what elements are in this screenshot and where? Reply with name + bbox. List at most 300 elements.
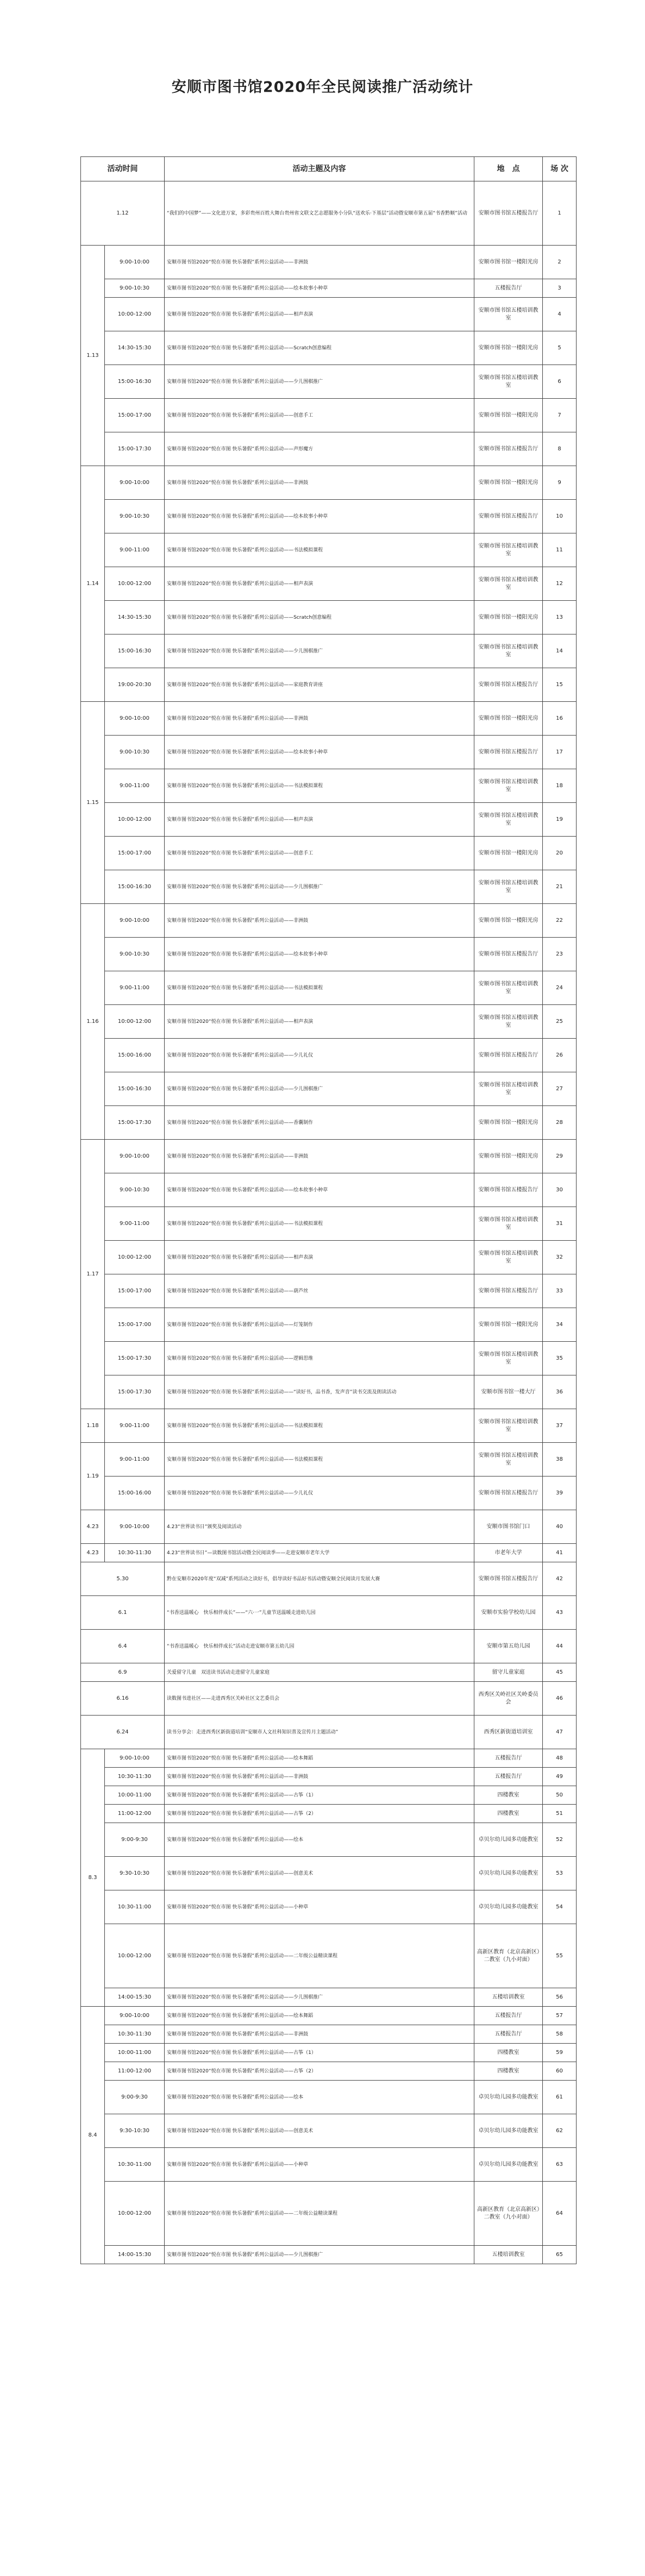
activity-topic-cell: 安顺市图书馆2020“悦在市图 快乐暑假”系列公益活动——绘本故事小种草 [165, 279, 474, 298]
activity-date-cell: 8.3 [81, 1749, 105, 2007]
activity-number-cell: 37 [543, 1409, 577, 1443]
activity-date-cell: 1.12 [81, 181, 165, 246]
activity-number-cell: 27 [543, 1072, 577, 1106]
activity-topic-cell: 安顺市图书馆2020“悦在市图 快乐暑假”系列公益活动——书法模拟课程 [165, 769, 474, 803]
activity-place-cell: 安顺市图书馆五楼报告厅 [474, 432, 543, 466]
activity-topic-cell: 安顺市图书馆2020“悦在市图 快乐暑假”系列公益活动——绘本故事小种草 [165, 500, 474, 533]
table-row [81, 1510, 577, 1544]
activity-place-cell: 安顺市图书馆一楼阳光房 [474, 837, 543, 870]
activity-topic-cell: 安顺市图书馆2020“悦在市图 快乐暑假”系列公益活动——非洲鼓 [165, 2025, 474, 2044]
activity-place-cell: 西秀区新街道培训室 [474, 1716, 543, 1749]
activity-number-cell: 49 [543, 1768, 577, 1786]
activity-number-cell: 24 [543, 971, 577, 1005]
activity-number-cell: 15 [543, 668, 577, 702]
activity-number-cell: 36 [543, 1375, 577, 1409]
activity-place-cell: 市老年大学 [474, 1544, 543, 1562]
activity-topic-cell: 4.23“世界读书日”—读数图书馆活动暨全民阅读季——走进安顺市老年大学 [165, 1544, 474, 1562]
table-row [81, 904, 577, 938]
activity-place-cell: 安顺市图书馆一楼阳光房 [474, 904, 543, 938]
activity-topic-cell: 安顺市图书馆2020“悦在市图 快乐暑假”系列公益活动——非洲鼓 [165, 466, 474, 500]
activity-place-cell: 安顺市图书馆一楼阳光房 [474, 399, 543, 432]
activity-time-cell: 10:30-11:30 [105, 1768, 165, 1786]
activity-time-cell: 9:00-11:00 [105, 1207, 165, 1241]
activity-number-cell: 3 [543, 279, 577, 298]
table-row [81, 1106, 577, 1140]
activity-time-cell: 9:00-9:30 [105, 1823, 165, 1857]
activity-place-cell: 安顺市图书馆五楼报告厅 [474, 736, 543, 769]
activity-place-cell: 安顺市图书馆五楼培训教室 [474, 1005, 543, 1039]
activity-time-cell: 11:00-12:00 [105, 2062, 165, 2081]
table-row [81, 1857, 577, 1890]
activity-place-cell: 安顺市图书馆五楼培训教室 [474, 1409, 543, 1443]
table-row [81, 971, 577, 1005]
activity-topic-cell: 安顺市图书馆2020“悦在市图 快乐暑假”系列公益活动——创意手工 [165, 837, 474, 870]
table-row [81, 279, 577, 298]
activity-place-cell: 安顺市图书馆一楼大厅 [474, 1375, 543, 1409]
activity-topic-cell: 安顺市图书馆2020“悦在市图 快乐暑假”系列公益活动——绘本 [165, 1823, 474, 1857]
activity-topic-cell: 安顺市图书馆2020“悦在市图 快乐暑假”系列公益活动——书法模拟课程 [165, 1207, 474, 1241]
table-row [81, 1890, 577, 1924]
activity-date-cell: 5.30 [81, 1562, 165, 1596]
activity-number-cell: 57 [543, 2007, 577, 2025]
table-row [81, 1005, 577, 1039]
activity-topic-cell: 安顺市图书馆2020“悦在市图 快乐暑假”系列公益活动——创意美术 [165, 2114, 474, 2148]
activity-time-cell: 9:00-10:30 [105, 279, 165, 298]
activity-number-cell: 39 [543, 1477, 577, 1510]
activity-topic-cell: 安顺市图书馆2020“悦在市图 快乐暑假”系列公益活动——少儿围棋推广 [165, 634, 474, 668]
activity-place-cell: 卓贝尔幼儿园多功能教室 [474, 2114, 543, 2148]
activity-number-cell: 25 [543, 1005, 577, 1039]
activity-date-cell: 1.18 [81, 1409, 105, 1443]
activity-date-cell: 4.23 [81, 1510, 105, 1544]
activity-number-cell: 55 [543, 1924, 577, 1988]
activity-time-cell: 9:00-11:00 [105, 1409, 165, 1443]
activity-topic-cell: 安顺市图书馆2020“悦在市图 快乐暑假”系列公益活动——绘本 [165, 2081, 474, 2114]
activity-number-cell: 8 [543, 432, 577, 466]
table-row [81, 2114, 577, 2148]
activity-place-cell: 安顺市图书馆五楼培训教室 [474, 769, 543, 803]
activity-number-cell: 44 [543, 1630, 577, 1663]
activity-place-cell: 安顺市图书馆门口 [474, 1510, 543, 1544]
table-row [81, 1786, 577, 1805]
activity-place-cell: 安顺市图书馆五楼报告厅 [474, 1274, 543, 1308]
activity-topic-cell: 安顺市图书馆2020“悦在市图 快乐暑假”系列公益活动——家庭教育讲座 [165, 668, 474, 702]
activity-number-cell: 10 [543, 500, 577, 533]
activity-number-cell: 12 [543, 567, 577, 601]
activity-time-cell: 9:30-10:30 [105, 1857, 165, 1890]
activity-time-cell: 10:00-12:00 [105, 1924, 165, 1988]
activity-time-cell: 9:00-10:00 [105, 1749, 165, 1768]
table-row [81, 2081, 577, 2114]
activity-place-cell: 安顺市图书馆五楼培训教室 [474, 1072, 543, 1106]
activity-time-cell: 9:00-10:00 [105, 246, 165, 279]
table-row [81, 500, 577, 533]
activity-place-cell: 安顺市图书馆五楼报告厅 [474, 1173, 543, 1207]
activity-place-cell: 高新区教育（北京高新区）二教室（九小对面） [474, 1924, 543, 1988]
table-row [81, 1924, 577, 1988]
activity-number-cell: 45 [543, 1663, 577, 1682]
table-row [81, 2182, 577, 2246]
activity-topic-cell: 安顺市图书馆2020“悦在市图 快乐暑假”系列公益活动——相声表演 [165, 1005, 474, 1039]
table-row [81, 1039, 577, 1072]
activity-time-cell: 9:00-11:00 [105, 971, 165, 1005]
activity-number-cell: 43 [543, 1596, 577, 1630]
activity-place-cell: 安顺市第五幼儿园 [474, 1630, 543, 1663]
table-row [81, 432, 577, 466]
table-row [81, 668, 577, 702]
table-row [81, 1596, 577, 1630]
activity-time-cell: 15:00-17:30 [105, 1106, 165, 1140]
activity-number-cell: 52 [543, 1823, 577, 1857]
activity-place-cell: 五楼报告厅 [474, 279, 543, 298]
activity-topic-cell: “书香送温暖心 快乐相伴成长”活动走进安顺市第五幼儿园 [165, 1630, 474, 1663]
activity-number-cell: 40 [543, 1510, 577, 1544]
activity-topic-cell: 安顺市图书馆2020“悦在市图 快乐暑假”系列公益活动——少儿围棋推广 [165, 1988, 474, 2007]
activity-place-cell: 五楼报告厅 [474, 1768, 543, 1786]
activity-place-cell: 安顺市图书馆五楼培训教室 [474, 533, 543, 567]
activity-number-cell: 62 [543, 2114, 577, 2148]
activity-topic-cell: “我们的中国梦”——文化进万家，多彩贵州百姓大舞台贵州省文联文艺志愿服务小分队“送欢乐·下基层”活动暨安顺市第五届“书香黔顺”活动 [165, 181, 474, 246]
activity-date-cell: 1.17 [81, 1140, 105, 1409]
activity-place-cell: 安顺市图书馆一楼阳光房 [474, 466, 543, 500]
activity-number-cell: 7 [543, 399, 577, 432]
activity-place-cell: 安顺市实验学校幼儿园 [474, 1596, 543, 1630]
activity-number-cell: 60 [543, 2062, 577, 2081]
header-place: 地 点 [474, 157, 543, 181]
table-row [81, 938, 577, 971]
table-row [81, 181, 577, 246]
activity-date-cell: 6.9 [81, 1663, 165, 1682]
activity-number-cell: 19 [543, 803, 577, 837]
activity-place-cell: 安顺市图书馆一楼阳光房 [474, 702, 543, 736]
activity-time-cell: 10:00-12:00 [105, 567, 165, 601]
activity-place-cell: 安顺市图书馆五楼报告厅 [474, 668, 543, 702]
activity-place-cell: 安顺市图书馆五楼培训教室 [474, 971, 543, 1005]
activity-time-cell: 15:00-17:30 [105, 1342, 165, 1375]
activity-number-cell: 51 [543, 1805, 577, 1823]
activity-topic-cell: 安顺市图书馆2020“悦在市图 快乐暑假”系列公益活动——二年级公益精读课程 [165, 1924, 474, 1988]
table-row [81, 1749, 577, 1768]
activity-place-cell: 安顺市图书馆五楼报告厅 [474, 1562, 543, 1596]
table-row [81, 1342, 577, 1375]
activity-place-cell: 安顺市图书馆五楼培训教室 [474, 365, 543, 399]
header-num: 场 次 [543, 157, 577, 181]
activity-time-cell: 14:00-15:30 [105, 2246, 165, 2264]
activity-time-cell: 9:00-10:00 [105, 2007, 165, 2025]
table-row [81, 533, 577, 567]
activity-time-cell: 10:00-11:00 [105, 1786, 165, 1805]
activity-time-cell: 15:00-17:00 [105, 399, 165, 432]
activity-time-cell: 10:30-11:30 [105, 1544, 165, 1562]
activity-topic-cell: 安顺市图书馆2020“悦在市图 快乐暑假”系列公益活动——非洲鼓 [165, 246, 474, 279]
table-row [81, 246, 577, 279]
table-row [81, 1544, 577, 1562]
activity-topic-cell: 安顺市图书馆2020“悦在市图 快乐暑假”系列公益活动——小种草 [165, 1890, 474, 1924]
activity-time-cell: 14:00-15:30 [105, 1988, 165, 2007]
table-row [81, 702, 577, 736]
activity-topic-cell: 关爱留守儿童 双送读书活动走进留守儿童家庭 [165, 1663, 474, 1682]
activity-topic-cell: 安顺市图书馆2020“悦在市图 快乐暑假”系列公益活动——声形魔方 [165, 432, 474, 466]
activity-time-cell: 15:00-16:00 [105, 1039, 165, 1072]
table-body [81, 181, 577, 2264]
activity-time-cell: 9:00-10:30 [105, 736, 165, 769]
header-topic: 活动主题及内容 [165, 157, 474, 181]
table-row [81, 2025, 577, 2044]
activity-topic-cell: 读书分享会：走进西秀区新街道培训“安顺市人文社科知识普及宣传月主题活动” [165, 1716, 474, 1749]
activity-number-cell: 58 [543, 2025, 577, 2044]
activity-time-cell: 15:00-16:30 [105, 1072, 165, 1106]
table-row [81, 870, 577, 904]
table-row [81, 1140, 577, 1173]
activity-number-cell: 64 [543, 2182, 577, 2246]
activity-topic-cell: 安顺市图书馆2020“悦在市图 快乐暑假”系列公益活动——书法模拟课程 [165, 533, 474, 567]
activity-place-cell: 安顺市图书馆五楼培训教室 [474, 803, 543, 837]
activity-number-cell: 2 [543, 246, 577, 279]
activity-place-cell: 卓贝尔幼儿园多功能教室 [474, 2081, 543, 2114]
activity-place-cell: 安顺市图书馆五楼报告厅 [474, 1477, 543, 1510]
activity-number-cell: 1 [543, 181, 577, 246]
activity-time-cell: 9:00-10:30 [105, 500, 165, 533]
activity-topic-cell: 安顺市图书馆2020“悦在市图 快乐暑假”系列公益活动——书法模拟课程 [165, 1409, 474, 1443]
activity-place-cell: 安顺市图书馆五楼报告厅 [474, 938, 543, 971]
activity-time-cell: 15:00-16:30 [105, 365, 165, 399]
activity-number-cell: 47 [543, 1716, 577, 1749]
table-row [81, 2246, 577, 2264]
activity-time-cell: 15:00-17:30 [105, 1375, 165, 1409]
activity-date-cell: 1.13 [81, 246, 105, 466]
activity-number-cell: 16 [543, 702, 577, 736]
activity-number-cell: 65 [543, 2246, 577, 2264]
activity-number-cell: 26 [543, 1039, 577, 1072]
activity-time-cell: 14:30-15:30 [105, 331, 165, 365]
activity-time-cell: 10:00-12:00 [105, 803, 165, 837]
activity-time-cell: 9:30-10:30 [105, 2114, 165, 2148]
activity-place-cell: 安顺市图书馆五楼培训教室 [474, 1443, 543, 1477]
activity-time-cell: 10:30-11:00 [105, 2148, 165, 2182]
activity-place-cell: 安顺市图书馆五楼培训教室 [474, 567, 543, 601]
table-row [81, 769, 577, 803]
activity-topic-cell: 安顺市图书馆2020“悦在市图 快乐暑假”系列公益活动——古筝（1） [165, 1786, 474, 1805]
activity-place-cell: 四楼教室 [474, 2044, 543, 2062]
table-row [81, 803, 577, 837]
activity-time-cell: 9:00-11:00 [105, 769, 165, 803]
activity-topic-cell: 安顺市图书馆2020“悦在市图 快乐暑假”系列公益活动——相声表演 [165, 567, 474, 601]
activity-topic-cell: 安顺市图书馆2020“悦在市图 快乐暑假”系列公益活动——Scratch创意编程 [165, 601, 474, 634]
activity-time-cell: 9:00-10:00 [105, 466, 165, 500]
activity-place-cell: 卓贝尔幼儿园多功能教室 [474, 1823, 543, 1857]
activity-place-cell: 安顺市图书馆五楼培训教室 [474, 1342, 543, 1375]
activity-number-cell: 30 [543, 1173, 577, 1207]
activity-place-cell: 五楼报告厅 [474, 2007, 543, 2025]
activity-number-cell: 29 [543, 1140, 577, 1173]
table-row [81, 1562, 577, 1596]
activity-time-cell: 10:00-12:00 [105, 1241, 165, 1274]
table-row [81, 1443, 577, 1477]
activity-time-cell: 15:00-17:00 [105, 837, 165, 870]
activity-time-cell: 15:00-17:30 [105, 432, 165, 466]
activity-topic-cell: “书香送温暖心 快乐相伴成长”——“六·一”儿童节送温暖走进幼儿园 [165, 1596, 474, 1630]
activity-topic-cell: 安顺市图书馆2020“悦在市图 快乐暑假”系列公益活动——非洲鼓 [165, 1768, 474, 1786]
activity-place-cell: 安顺市图书馆五楼培训教室 [474, 1207, 543, 1241]
activity-topic-cell: 安顺市图书馆2020“悦在市图 快乐暑假”系列公益活动——葫芦丝 [165, 1274, 474, 1308]
table-row [81, 1207, 577, 1241]
activity-place-cell: 卓贝尔幼儿园多功能教室 [474, 2148, 543, 2182]
activity-time-cell: 9:00-10:30 [105, 938, 165, 971]
activity-number-cell: 11 [543, 533, 577, 567]
activity-topic-cell: 安顺市图书馆2020“悦在市图 快乐暑假”系列公益活动——“读好书，品书香，发声音”读书交流及朗读活动 [165, 1375, 474, 1409]
activity-number-cell: 61 [543, 2081, 577, 2114]
table-row [81, 1805, 577, 1823]
activity-time-cell: 9:00-9:30 [105, 2081, 165, 2114]
activity-time-cell: 9:00-10:00 [105, 1510, 165, 1544]
activity-place-cell: 五楼培训教室 [474, 2246, 543, 2264]
table-row [81, 601, 577, 634]
activity-number-cell: 20 [543, 837, 577, 870]
table-row [81, 298, 577, 331]
activity-topic-cell: 安顺市图书馆2020“悦在市图 快乐暑假”系列公益活动——绘本舞蹈 [165, 1749, 474, 1768]
activity-time-cell: 11:00-12:00 [105, 1805, 165, 1823]
activity-number-cell: 21 [543, 870, 577, 904]
activity-number-cell: 31 [543, 1207, 577, 1241]
activity-number-cell: 5 [543, 331, 577, 365]
activity-number-cell: 63 [543, 2148, 577, 2182]
table-row [81, 1241, 577, 1274]
activity-number-cell: 59 [543, 2044, 577, 2062]
activity-topic-cell: 安顺市图书馆2020“悦在市图 快乐暑假”系列公益活动——绘本故事小种草 [165, 938, 474, 971]
table-row [81, 1072, 577, 1106]
activity-place-cell: 留守儿童家庭 [474, 1663, 543, 1682]
activity-number-cell: 4 [543, 298, 577, 331]
table-row [81, 2062, 577, 2081]
activity-topic-cell: 安顺市图书馆2020“悦在市图 快乐暑假”系列公益活动——古筝（2） [165, 1805, 474, 1823]
activity-topic-cell: 安顺市图书馆2020“悦在市图 快乐暑假”系列公益活动——相声表演 [165, 298, 474, 331]
table-row [81, 1409, 577, 1443]
activity-number-cell: 34 [543, 1308, 577, 1342]
activity-number-cell: 32 [543, 1241, 577, 1274]
activity-topic-cell: 安顺市图书馆2020“悦在市图 快乐暑假”系列公益活动——古筝（2） [165, 2062, 474, 2081]
activity-place-cell: 西秀区关岭社区关岭委员会 [474, 1682, 543, 1716]
activity-number-cell: 17 [543, 736, 577, 769]
activity-topic-cell: 安顺市图书馆2020“悦在市图 快乐暑假”系列公益活动——非洲鼓 [165, 904, 474, 938]
table-row [81, 1630, 577, 1663]
table-row [81, 634, 577, 668]
activity-date-cell: 1.16 [81, 904, 105, 1140]
activity-number-cell: 6 [543, 365, 577, 399]
table-row [81, 1308, 577, 1342]
activity-time-cell: 15:00-16:30 [105, 870, 165, 904]
table-row [81, 1375, 577, 1409]
activity-place-cell: 高新区教育（北京高新区）二教室（九小对面） [474, 2182, 543, 2246]
activity-time-cell: 19:00-20:30 [105, 668, 165, 702]
activity-topic-cell: 安顺市图书馆2020“悦在市图 快乐暑假”系列公益活动——书法模拟课程 [165, 1443, 474, 1477]
activity-topic-cell: 安顺市图书馆2020“悦在市图 快乐暑假”系列公益活动——绘本故事小种草 [165, 736, 474, 769]
activity-number-cell: 50 [543, 1786, 577, 1805]
activity-time-cell: 9:00-10:00 [105, 904, 165, 938]
header-date: 活动时间 [81, 157, 165, 181]
activity-place-cell: 安顺市图书馆五楼培训教室 [474, 634, 543, 668]
activity-time-cell: 15:00-16:30 [105, 634, 165, 668]
activity-time-cell: 10:00-12:00 [105, 1005, 165, 1039]
table-row [81, 2044, 577, 2062]
activity-topic-cell: 安顺市图书馆2020“悦在市图 快乐暑假”系列公益活动——书法模拟课程 [165, 971, 474, 1005]
activity-number-cell: 56 [543, 1988, 577, 2007]
activity-number-cell: 46 [543, 1682, 577, 1716]
activity-time-cell: 10:30-11:30 [105, 2025, 165, 2044]
activity-topic-cell: 安顺市图书馆2020“悦在市图 快乐暑假”系列公益活动——少儿围棋推广 [165, 2246, 474, 2264]
table-row [81, 1823, 577, 1857]
activity-number-cell: 35 [543, 1342, 577, 1375]
activity-number-cell: 48 [543, 1749, 577, 1768]
activity-topic-cell: 安顺市图书馆2020“悦在市图 快乐暑假”系列公益活动——非洲鼓 [165, 702, 474, 736]
page-title: 安顺市图书馆2020年全民阅读推广活动统计 [171, 79, 474, 96]
activity-number-cell: 28 [543, 1106, 577, 1140]
activity-topic-cell: 安顺市图书馆2020“悦在市图 快乐暑假”系列公益活动——非洲鼓 [165, 1140, 474, 1173]
activity-place-cell: 安顺市图书馆一楼阳光房 [474, 1106, 543, 1140]
table-row [81, 1477, 577, 1510]
activity-place-cell: 四楼教室 [474, 2062, 543, 2081]
activity-place-cell: 五楼报告厅 [474, 1749, 543, 1768]
activity-place-cell: 安顺市图书馆一楼阳光房 [474, 1308, 543, 1342]
table-row [81, 567, 577, 601]
activity-date-cell: 1.19 [81, 1443, 105, 1510]
activity-place-cell: 安顺市图书馆一楼阳光房 [474, 331, 543, 365]
activity-place-cell: 四楼教室 [474, 1805, 543, 1823]
table-row [81, 399, 577, 432]
activity-place-cell: 安顺市图书馆五楼培训教室 [474, 870, 543, 904]
activity-place-cell: 安顺市图书馆五楼报告厅 [474, 500, 543, 533]
activity-place-cell: 五楼培训教室 [474, 1988, 543, 2007]
activity-number-cell: 23 [543, 938, 577, 971]
activity-topic-cell: 安顺市图书馆2020“悦在市图 快乐暑假”系列公益活动——Scratch创意编程 [165, 331, 474, 365]
activity-place-cell: 五楼报告厅 [474, 2025, 543, 2044]
activity-topic-cell: 安顺市图书馆2020“悦在市图 快乐暑假”系列公益活动——少儿礼仪 [165, 1477, 474, 1510]
activity-number-cell: 14 [543, 634, 577, 668]
activity-date-cell: 6.1 [81, 1596, 165, 1630]
activity-number-cell: 41 [543, 1544, 577, 1562]
table-header-row [81, 157, 577, 181]
activity-place-cell: 安顺市图书馆一楼阳光房 [474, 601, 543, 634]
table-row [81, 1682, 577, 1716]
activity-topic-cell: 安顺市图书馆2020“悦在市图 快乐暑假”系列公益活动——二年级公益精读课程 [165, 2182, 474, 2246]
table-row [81, 1173, 577, 1207]
activity-date-cell: 6.4 [81, 1630, 165, 1663]
activity-time-cell: 10:00-12:00 [105, 298, 165, 331]
activity-date-cell: 1.15 [81, 702, 105, 904]
activity-time-cell: 15:00-16:00 [105, 1477, 165, 1510]
activity-date-cell: 4.23 [81, 1544, 105, 1562]
activity-topic-cell: 安顺市图书馆2020“悦在市图 快乐暑假”系列公益活动——少儿围棋推广 [165, 1072, 474, 1106]
table-row [81, 331, 577, 365]
activity-topic-cell: 安顺市图书馆2020“悦在市图 快乐暑假”系列公益活动——少儿围棋推广 [165, 365, 474, 399]
activity-number-cell: 18 [543, 769, 577, 803]
table-row [81, 1274, 577, 1308]
activity-place-cell: 安顺市图书馆五楼报告厅 [474, 1039, 543, 1072]
activity-table [80, 156, 577, 2264]
table-row [81, 837, 577, 870]
activity-time-cell: 15:00-17:00 [105, 1308, 165, 1342]
activity-topic-cell: 安顺市图书馆2020“悦在市图 快乐暑假”系列公益活动——小种草 [165, 2148, 474, 2182]
activity-number-cell: 53 [543, 1857, 577, 1890]
activity-topic-cell: 安顺市图书馆2020“悦在市图 快乐暑假”系列公益活动——相声表演 [165, 1241, 474, 1274]
activity-date-cell: 6.24 [81, 1716, 165, 1749]
activity-number-cell: 54 [543, 1890, 577, 1924]
activity-number-cell: 38 [543, 1443, 577, 1477]
table-row [81, 2148, 577, 2182]
activity-topic-cell: 安顺市图书馆2020“悦在市图 快乐暑假”系列公益活动——香囊制作 [165, 1106, 474, 1140]
activity-place-cell: 安顺市图书馆一楼阳光房 [474, 1140, 543, 1173]
activity-topic-cell: 读数图书进社区——走进西秀区关岭社区文艺委员会 [165, 1682, 474, 1716]
table-row [81, 466, 577, 500]
